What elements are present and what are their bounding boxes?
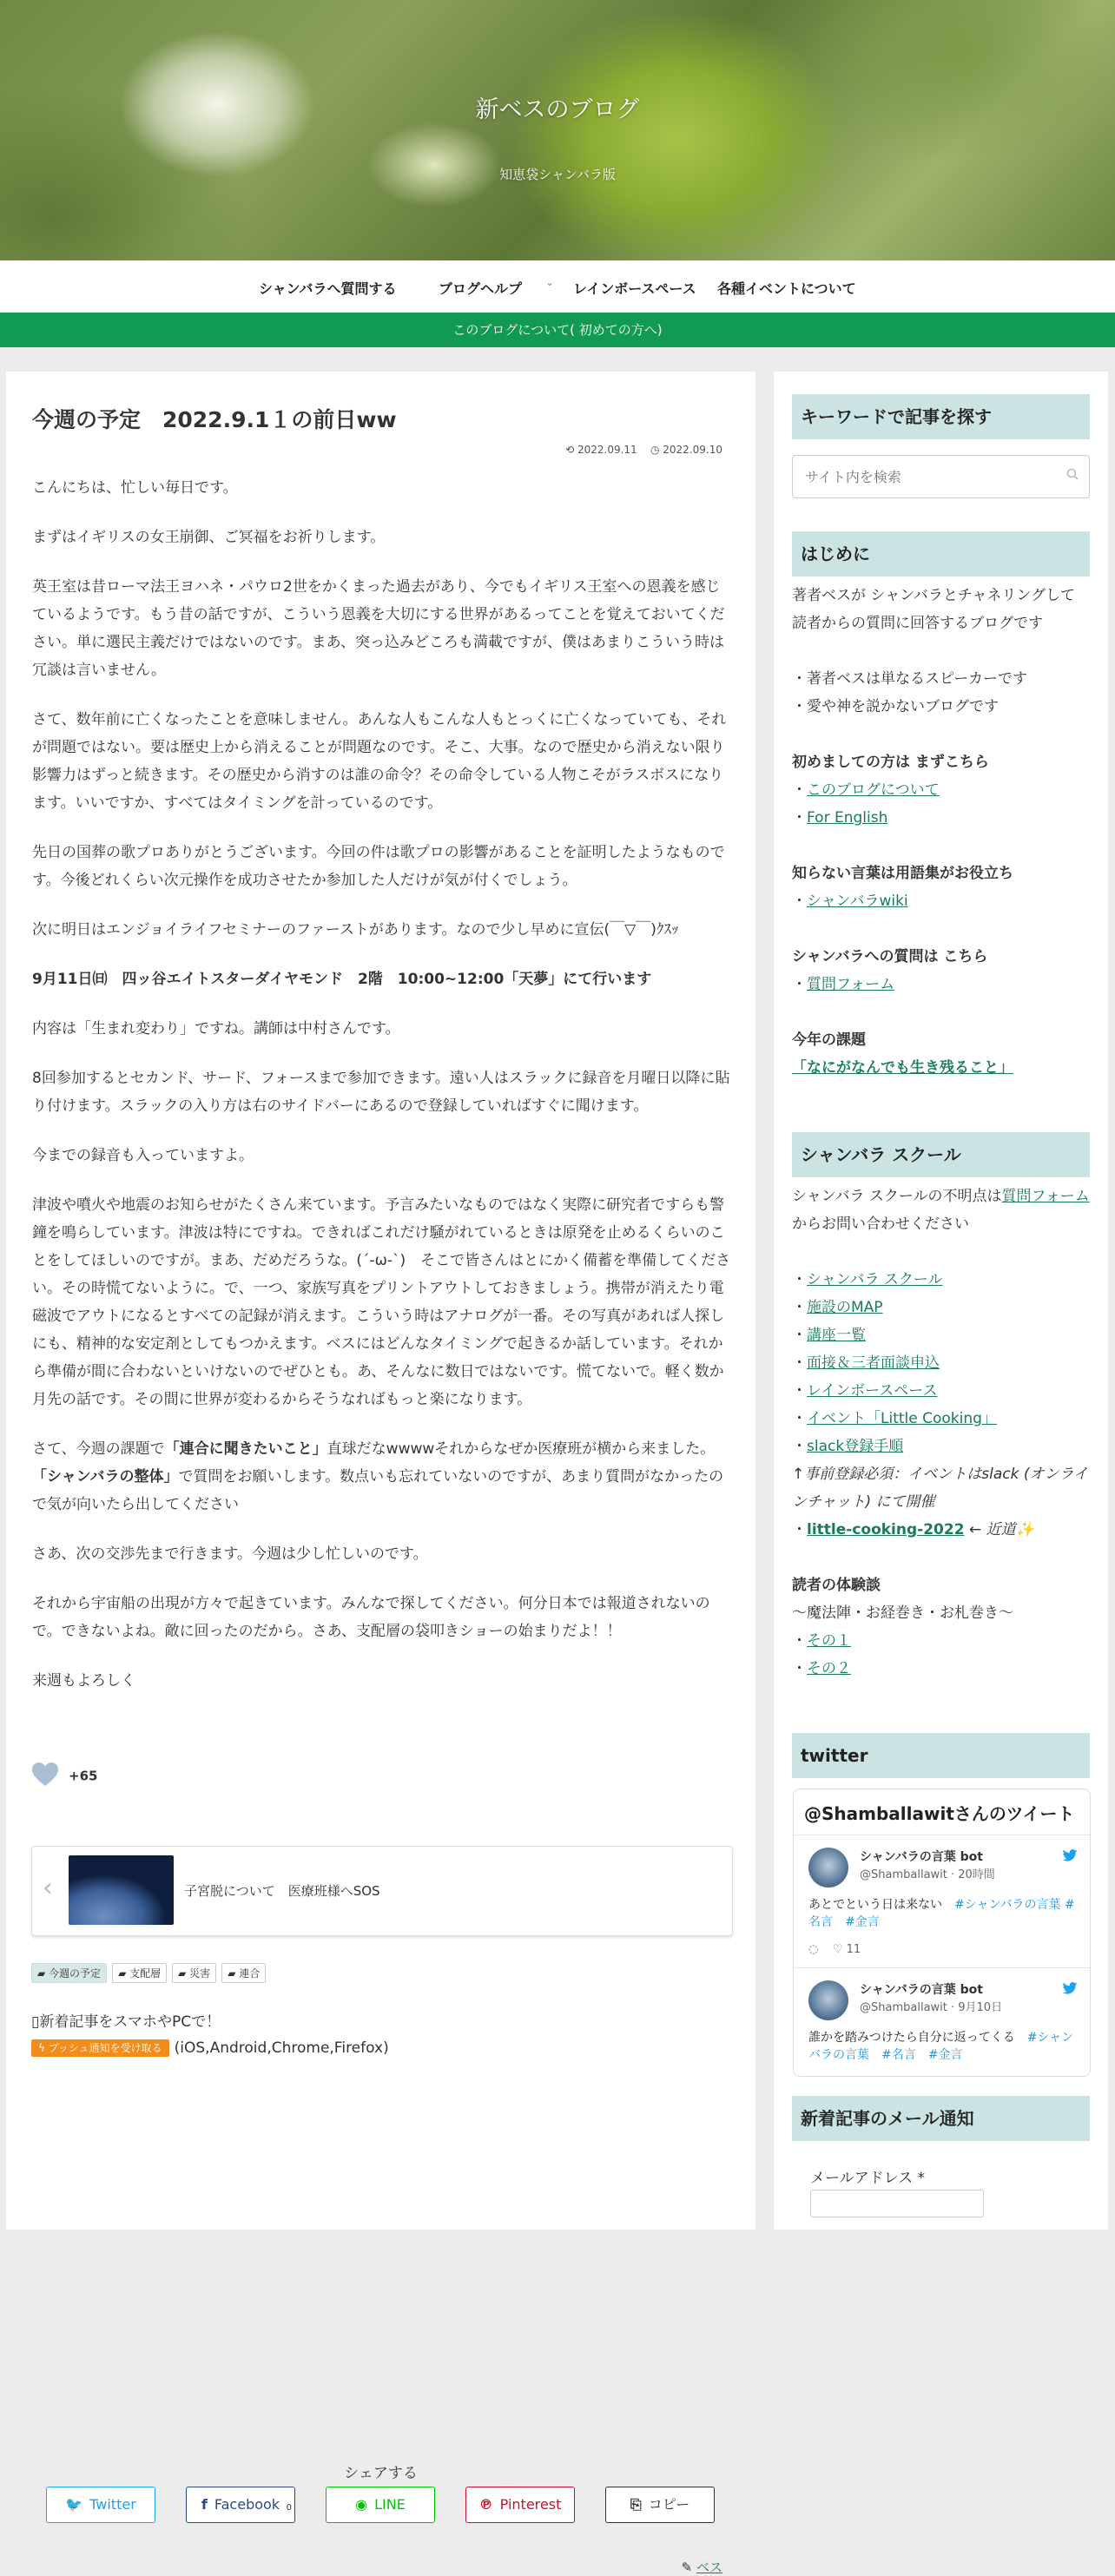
clock-icon: ◷ [650,444,660,456]
intro-text: 著者ベスが シャンバラとチャネリングして 読者からの質問に回答するブログです [792,587,1076,632]
pencil-icon: ✎ [681,2560,693,2575]
first-visit-label: 初めましての方は まずこちら [792,754,989,771]
line-icon: ◉ [355,2496,368,2513]
question-label: シャンバラへの質問は こちら [792,948,988,965]
hashtags[interactable]: #シャンバラの言葉 #名言 #金言 [808,2031,1074,2062]
post-title: 今週の予定 2022.9.1１の前日ww [32,407,397,432]
tweet[interactable] [794,1967,1090,2077]
intro-bullet: ・愛や神を説かないブログです [792,698,999,715]
paragraph: 今までの録音も入っていますよ。 [32,1147,254,1164]
paragraph: 8回参加するとセカンド、サード、フォースまで参加できます。遠い人はスラックに録音を月曜日以降に貼り付けます。スラックの入り方は右のサイドバーにあるので登録していればすぐに聞けます。 [32,1070,730,1115]
chevron-down-icon[interactable]: ⌄ [545,276,555,288]
school-form-link[interactable]: 質問フォーム [1001,1188,1090,1205]
share-twitter-button[interactable] [46,2487,155,2523]
tweet-author[interactable]: シャンバラの言葉 bot [860,1983,983,1997]
about-link[interactable]: このブログについて [807,781,940,799]
tag[interactable]: ▰ 支配層 [112,1963,167,1983]
site-header [0,0,1115,260]
text: あとでという日は来ない [808,1898,954,1912]
share-heading: シェアする [344,2465,418,2482]
twitter-timeline[interactable] [793,1789,1091,2077]
paragraph: さあ、次の交渉先まで行きます。今週は少し忙しいのです。 [32,1545,428,1563]
school-heading: シャンバラ スクール [792,1132,1090,1177]
reader-link[interactable]: その２ [807,1660,851,1677]
paragraph: まずはイギリスの女王崩御、ご冥福をお祈りします。 [32,529,386,546]
bold-text: 「連合に聞きたいこと」 [164,1440,327,1458]
school-link[interactable]: シャンバラ スクール [807,1271,943,1288]
year-theme-label: 今年の課題 [792,1031,866,1049]
email-field[interactable] [810,2190,984,2217]
paragraph: 来週もよろしく [32,1672,135,1690]
site-title[interactable]: 新ベスのブログ [475,96,640,123]
tweet-author[interactable]: シャンバラの言葉 bot [860,1850,983,1864]
like-widget [32,1762,97,1790]
facebook-icon: f [201,2496,208,2513]
like-count: +65 [69,1768,98,1784]
prev-post-card[interactable] [31,1846,733,1936]
paragraph: こんにちは、忙しい毎日です。 [32,479,238,497]
tag-label: 連合 [239,1967,261,1980]
little-cooking-link[interactable]: little-cooking-2022 [807,1521,965,1538]
tag-label: 災害 [189,1967,211,1980]
reader-label: 読者の体験談 [792,1577,881,1594]
event-line: 9月11日㈰ 四ッ谷エイトスターダイヤモンド 2階 10:00~12:00「天夢」にて行います [32,971,652,988]
tweet-text [808,1896,1078,1931]
share-label: Twitter [89,2496,136,2513]
paragraph: それから宇宙船の出現が方々で起きています。みんなで探してください。何分日本では報道されないので。できないよね。敵に回ったのだから。さあ、支配層の袋叩きショーの始まりだよ！！ [32,1595,710,1640]
push-text: 新着記事をスマホやPCで！ [39,2013,221,2031]
tweet-actions [808,1943,861,1956]
tag[interactable]: ▰ 災害 [172,1963,216,1983]
like-heart-icon[interactable]: ♡ [832,1943,843,1956]
timeline-title[interactable]: @Shamballawitさんのツイート [804,1803,1075,1824]
paragraph: 英王室は昔ローマ法王ヨハネ・パウロ2世をかくまった過去があり、今でもイギリス王室への恩義を感じているようです。もう昔の話ですが、こういう恩義を大切にする世界があるってことを覚えておいてください。単に選民主義だけではないのです。まあ、突っ込みどころも満載ですが、僕はあまりこういう時は冗談は言いません。 [32,578,725,679]
chevron-left-icon: ‹ [43,1873,53,1903]
bold-text: 「シャンバラの整体」 [32,1468,179,1486]
paragraph: 内容は「生まれ変わり」ですね。講師は中村さんです。 [32,1020,400,1038]
glossary-label: 知らない言葉は用語集がお役立ち [792,865,1013,882]
tweet[interactable] [794,1835,1090,1968]
search-box [792,455,1090,498]
nav-item-rainbow[interactable]: レインボースペース [573,280,696,297]
tag-label: 支配層 [129,1967,162,1980]
tweet-handle[interactable]: @Shamballawit · 20時間 [860,1868,995,1881]
bell-icon: ▯ [31,2013,40,2031]
share-facebook-button[interactable] [186,2487,295,2523]
twitter-heading: twitter [792,1733,1090,1778]
copy-icon: ⎘ [630,2496,642,2513]
intro-body: 著者ベスが シャンバラとチャネリングして 読者からの質問に回答するブログです ・著者ベスは単なるスピーカーです ・愛や神を説かないブログです 初めましての方は まずこちら ・このブログについて ・For English 知らない言葉は用語集がお役立ち ・シャンバラwiki シャンバラへの質問は こちら ・質問フォーム 今年の課題 「なにがなんでも生き残ること」 [792,582,1090,1082]
wiki-link[interactable]: シャンバラwiki [807,893,908,910]
school-link[interactable]: 施設のMAP [807,1299,883,1316]
prev-post-title: 子宮脱について 医療班様へSOS [184,1883,380,1899]
site-tagline: 知恵袋シャンバラ版 [499,167,616,182]
pinterest-icon: ℗ [478,2496,493,2513]
text: さて、今週の課題で [32,1440,165,1458]
paragraph: 次に明日はエンジョイライフセミナーのファーストがあります。なので少し早めに宣伝(￣▽￣)ｸｽｯ [32,921,679,939]
avatar[interactable] [808,1980,848,2020]
heart-icon[interactable] [32,1762,58,1790]
text: で質問をお願いします。数点いも忘れていないのですが、あまり質問がなかったので気が向いたら出してください [32,1468,724,1513]
share-label: コピー [648,2496,690,2513]
mail-heading: 新着記事のメール通知 [792,2096,1090,2141]
global-nav [0,260,1115,313]
share-label: Pinterest [499,2496,562,2513]
push-subscribe-button[interactable]: ϟ プッシュ通知を受け取る [31,2039,169,2057]
twitter-bird-icon[interactable] [1062,1982,1078,1994]
sidebar [774,372,1108,2230]
share-line-button[interactable] [326,2487,435,2523]
prev-post-thumbnail [69,1855,174,1925]
school-link[interactable]: slack登録手順 [807,1438,904,1455]
email-label: メールアドレス * [810,2170,926,2187]
avatar[interactable] [808,1848,848,1888]
tag[interactable]: ▰ 連合 [221,1963,266,1983]
tweet-text [808,2029,1078,2064]
twitter-icon: 🐦 [65,2496,83,2513]
article-body [32,474,734,1716]
reader-sub: 〜魔法陣・お経巻き・お札巻き〜 [792,1604,1013,1622]
search-input[interactable] [793,456,1060,497]
share-label: Facebook [214,2496,280,2513]
refresh-icon: ⟲ [565,444,575,456]
text: からお問い合わせください [792,1216,969,1233]
year-theme-link[interactable]: 「なにがなんでも生き残ること」 [792,1059,1013,1077]
nav-item-question[interactable]: シャンバラへ質問する [259,280,397,297]
push-line [31,2009,389,2035]
updated-date: 2022.09.11 [577,444,637,456]
tweet-handle[interactable]: @Shamballawit · 9月10日 [860,2001,1003,2014]
school-link[interactable]: レインボースペース [807,1382,938,1400]
author-link[interactable] [682,2558,722,2576]
tag-label: 今週の予定 [49,1967,102,1980]
text: シャンバラ スクールの不明点は [792,1188,1002,1205]
share-label: LINE [374,2496,406,2513]
share-copy-button[interactable] [605,2487,715,2523]
intro-heading: はじめに [792,531,1090,576]
nav-item-help[interactable]: ブログヘルプ [439,280,523,297]
question-form-link[interactable]: 質問フォーム [807,976,895,993]
school-link[interactable]: 講座一覧 [807,1327,866,1344]
published-date: 2022.09.10 [663,444,722,456]
nav-item-events[interactable]: 各種イベントについて [717,280,856,297]
push-notification [31,2009,389,2061]
paragraph: 先日の国葬の歌プロありがとうございます。今回の件は歌プロの影響があることを証明したようなものです。今後どれくらい次元操作を成功させたか参加した人だけが気が付くでしょう。 [32,844,725,889]
notice-bar[interactable]: このブログについて( 初めての方へ) [0,313,1115,347]
text: 誰かを踏みつけたら自分に返ってくる [808,2031,1027,2045]
twitter-bird-icon[interactable] [1062,1849,1078,1861]
tweet-like-count: 11 [846,1943,861,1956]
school-link[interactable]: 面接＆三者面談申込 [807,1354,940,1372]
share-count: 0 [286,2503,292,2513]
hashtags[interactable]: #シャンバラの言葉 #名言 #金言 [808,1898,1075,1929]
author-name[interactable]: ベス [696,2560,722,2575]
push-platforms: (iOS,Android,Chrome,Firefox) [174,2039,389,2057]
tag[interactable]: ▰ 今週の予定 [31,1963,107,1983]
tag-list [31,1963,271,1983]
english-link[interactable]: For English [807,809,888,827]
paragraph: 津波や噴火や地震のお知らせがたくさん来ています。予言みたいなものではなく実際に研究者ですらも警鐘を鳴らしています。津波は特にですね。できればこれだけ騒がれているときは原発を止めるくらいのことをしてほしいのですが。まあ、だめだろうな。(´-ω-`) そこで皆さんはとにかく備蓄を準備してください。その時慌てないように。で、一つ、家族写真をプリントアウトしておきましょう。携帯が消えたり電磁波でアウトになるとすべての記録が消えます。こういう時はアナログが一番。その写真があれば人探しにも、精神的な安定剤としてもつかえます。ベスにはどんなタイミングで起きるか話しています。それから準備が間に合わないといけないのでぜひとも。あ、そんなに数日ではないです。慌てないで。軽く数か月先の話です。その間に世界が変わるからそうなればもっと楽になります。 [32,1196,731,1408]
main-content [6,372,755,2575]
search-heading: キーワードで記事を探す [792,394,1090,439]
intro-bullet: ・著者ベスは単なるスピーカーです [792,670,1027,688]
school-body: シャンバラ スクールの不明点は質問フォームからお問い合わせください ・シャンバラ スクール ・施設のMAP ・講座一覧 ・面接＆三者面談申込 ・レインボースペース ・イベント「Little Cooking」 ・slack登録手順 ↑事前登録必須：イベントはslack (オンラインチャット) にて開催 ・little-cooking-2022 ← 近道✨ 読者の体験談 〜魔法陣・お経巻き・お札巻き〜 ・その１ ・その２ [792,1183,1090,1683]
school-note: ↑事前登録必須：イベントはslack (オンラインチャット) にて開催 [792,1466,1088,1511]
school-intro [792,1183,1090,1238]
reply-icon[interactable]: ◌ [808,1943,819,1956]
text: 直球だなwwwwそれからなぜか医療班が横から来ました。 [327,1440,716,1458]
reader-link[interactable]: その１ [807,1632,851,1650]
school-link[interactable]: イベント「Little Cooking」 [807,1410,997,1427]
share-pinterest-button[interactable] [465,2487,575,2523]
paragraph: さて、数年前に亡くなったことを意味しません。あんな人もこんな人もとっくに亡くなっていても、それが問題ではない。要は歴史上から消えることが問題なのです。そこ、大事。なので歴史から消えない限り影響力はずっと続きます。その歴史から消すのは誰の命令？その命令している人物こそがラスボスになります。いいですか、すべてはタイミングを計っているのです。 [32,711,727,812]
shortcut-note: ← 近道✨ [964,1521,1034,1538]
search-icon[interactable] [1066,468,1079,480]
push-button-label: プッシュ通知を受け取る [48,2042,162,2054]
post-dates [565,444,722,456]
assignment-paragraph [32,1435,734,1519]
